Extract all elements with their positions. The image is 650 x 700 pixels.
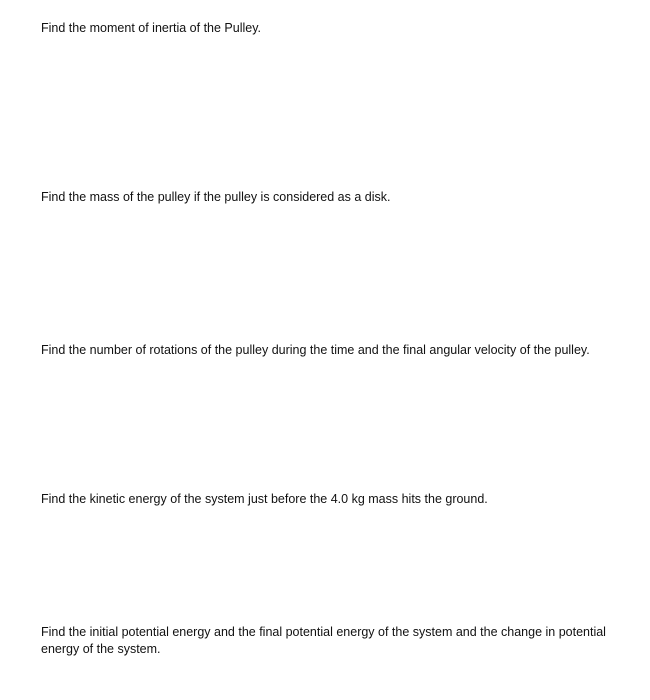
question-pulley-mass: Find the mass of the pulley if the pulley is considered as a disk.: [41, 190, 391, 204]
question-rotations-angular-velocity: Find the number of rotations of the pulley during the time and the final angular velocity of the pulley.: [41, 343, 590, 357]
question-moment-of-inertia: Find the moment of inertia of the Pulley.: [41, 21, 262, 35]
question-kinetic-energy: Find the kinetic energy of the system just before the 4.0 kg mass hits the ground.: [41, 492, 488, 506]
question-potential-energy: Find the initial potential energy and the final potential energy of the system and the change in potential energy of the system.: [41, 625, 606, 656]
